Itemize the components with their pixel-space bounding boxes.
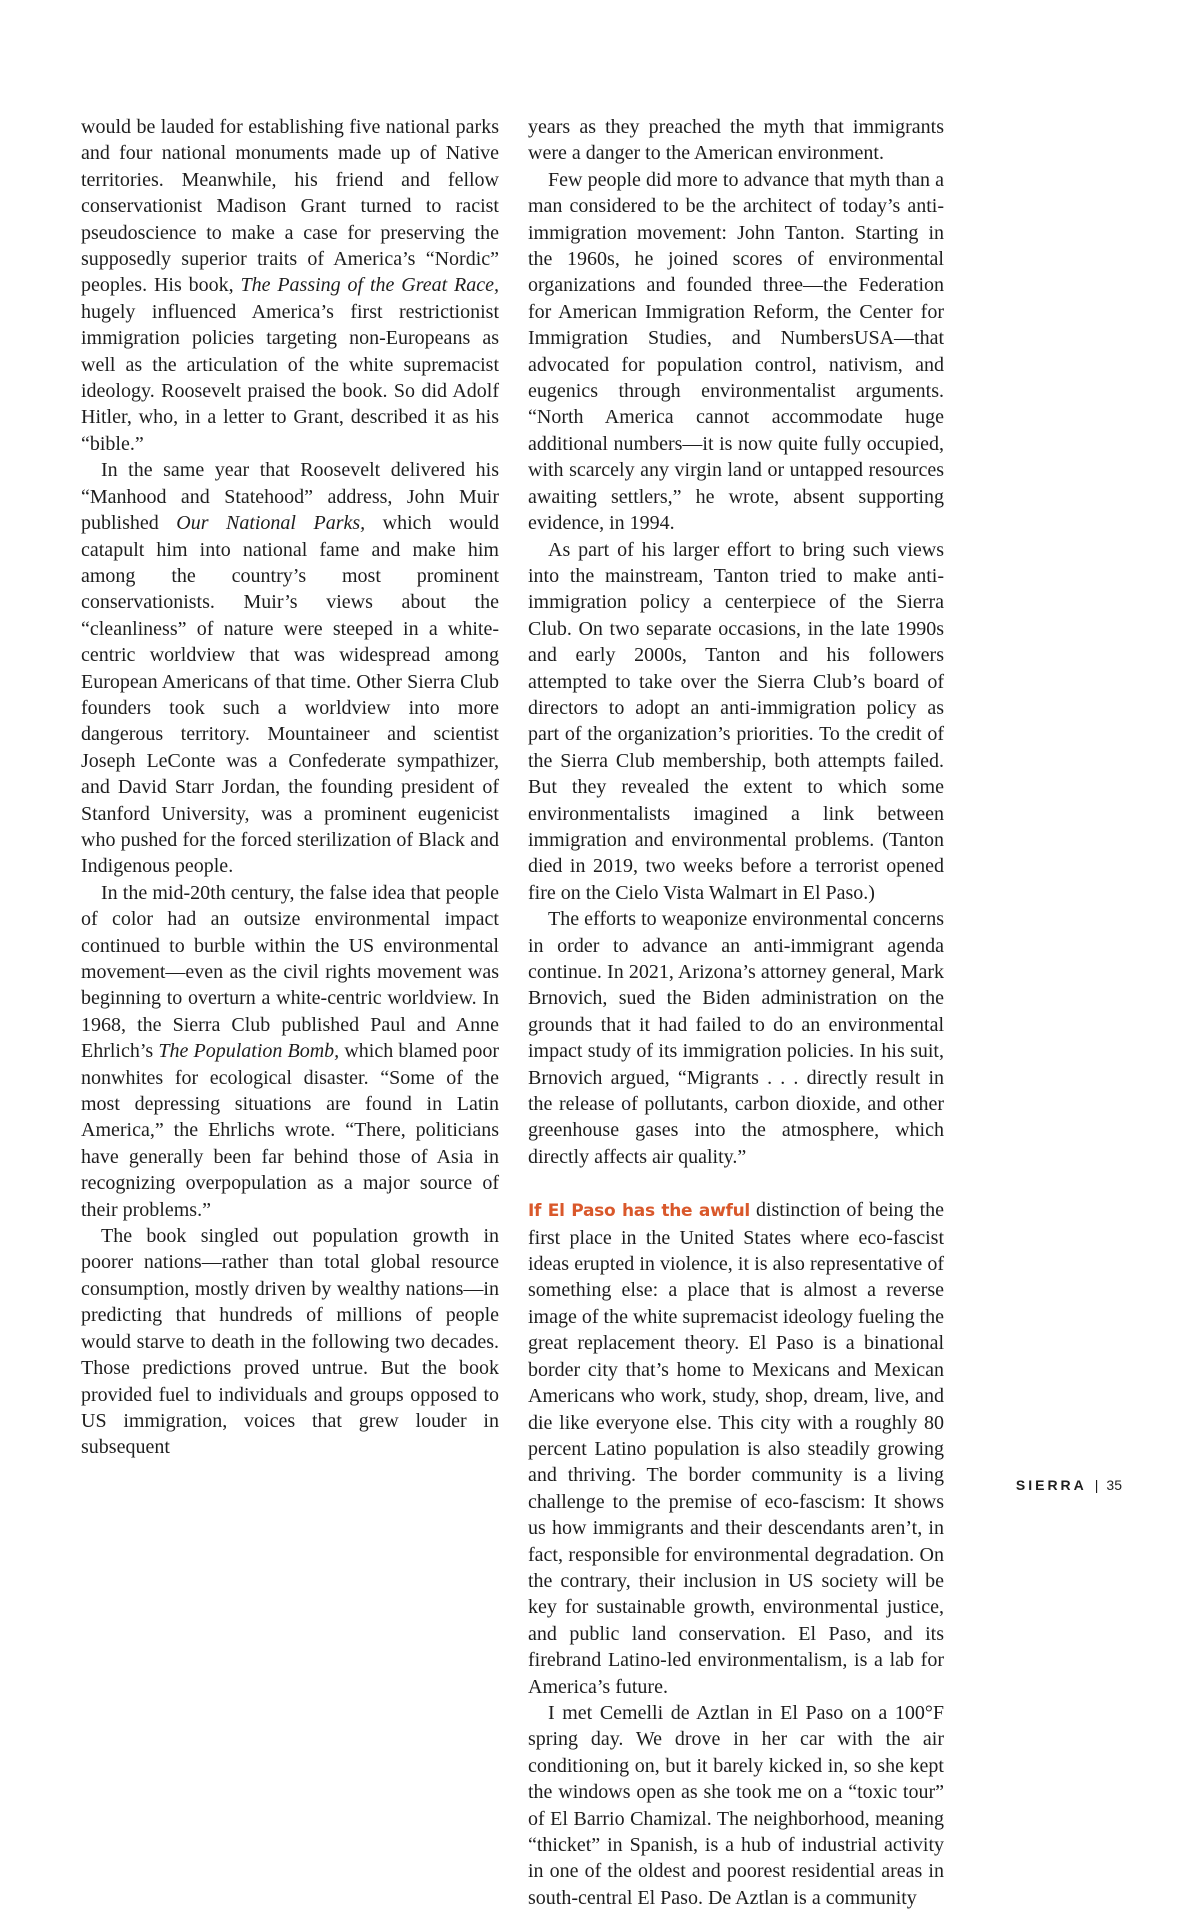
- paragraph: In the mid-20th century, the false idea that people of color had an outsize environmental impact continued to burble within the US environmental movement—even as the civil rights movement was beginning to overturn a white-centric worldview. In 1968, the Sierra Club published Paul and Anne Ehrlich’s The Population Bomb, which blamed poor nonwhites for ecological disaster. “Some of the most depressing situations are found in Latin America,” the Ehrlichs wrote. “There, politicians have generally been far behind those of Asia in recognizing overpopulation as a major source of their problems.”: [81, 881, 500, 1221]
- article-column-right: [528, 114, 944, 1911]
- book-title: The Population Bomb,: [158, 1040, 340, 1063]
- section-paragraph: If El Paso has the awful distinction of being the first place in the United States where eco-fascist ideas erupted in violence, it is also representative of something else: a place that is almost a reverse image of the white supremacist ideology fueling the great replacement theory. El Paso is a binational border city that’s home to Mexicans and Mexican Americans who work, study, shop, dream, live, and die like everyone else. This city with a roughly 80 percent Latino population is also steadily growing and thriving. The border community is a living challenge to the premise of eco-fascism: It shows us how immigrants and their descendants aren’t, in fact, responsible for environmental degradation. On the contrary, their inclusion in US society will be key for sustainable growth, environmental justice, and public land conservation. El Paso, and its firebrand Latino-led environmentalism, is a lab for America’s future.: [528, 1199, 944, 1698]
- section-lead-in: If El Paso has the awful: [528, 1201, 750, 1222]
- paragraph: would be lauded for establishing five national parks and four national monuments made up of Native territories. Meanwhile, his friend and fellow conservationist Madison Grant turned to racist pseudoscience to make a case for preserving the supposedly superior traits of America’s “Nordic” peoples. His book, The Passing of the Great Race, hugely influenced America’s first restrictionist immigration policies targeting non-Europeans as well as the articulation of the white supremacist ideology. Roosevelt praised the book. So did Adolf Hitler, who, in a letter to Grant, described it as his “bible.”: [81, 116, 499, 455]
- paragraph: I met Cemelli de Aztlan in El Paso on a 100°F spring day. We drove in her car with the air conditioning on, but it barely kicked in, so she kept the windows open as she took me on a “toxic tour” of El Barrio Chamizal. The neighborhood, meaning “thicket” in Spanish, is a hub of industrial activity in one of the oldest and poorest residential areas in south-central El Paso. De Aztlan is a community: [528, 1701, 944, 1909]
- page-footer: [1016, 1477, 1122, 1493]
- book-title: Our National Parks,: [176, 512, 366, 535]
- article-column-left: [81, 114, 499, 1461]
- footer-separator: |: [1094, 1477, 1099, 1493]
- page-number: 35: [1106, 1477, 1122, 1493]
- paragraph: years as they preached the myth that immigrants were a danger to the American environment.: [528, 116, 944, 165]
- magazine-name: SIERRA: [1015, 1477, 1087, 1493]
- paragraph: As part of his larger effort to bring such views into the mainstream, Tanton tried to make anti-immigration policy a centerpiece of the Sierra Club. On two separate occasions, in the late 1990s and early 2000s, Tanton and his followers attempted to take over the Sierra Club’s board of directors to adopt an anti-immigration policy as part of the organization’s priorities. To the credit of the Sierra Club membership, both attempts failed. But they revealed the extent to which some environmentalists imagined a link between immigration and environmental problems. (Tanton died in 2019, two weeks before a terrorist opened fire on the Cielo Vista Walmart in El Paso.): [528, 538, 944, 904]
- paragraph: In the same year that Roosevelt delivered his “Manhood and Statehood” address, John Muir published Our National Parks, which would catapult him into national fame and make him among the country’s most prominent conservationists. Muir’s views about the “cleanliness” of nature were steeped in a white-centric worldview that was widespread among European Americans of that time. Other Sierra Club founders took such a worldview into more dangerous territory. Mountaineer and scientist Joseph LeConte was a Confederate sympathizer, and David Starr Jordan, the founding president of Stanford University, was a prominent eugenicist who pushed for the forced sterilization of Black and Indigenous people.: [81, 459, 499, 878]
- paragraph: The efforts to weaponize environmental concerns in order to advance an anti-immigrant agenda continue. In 2021, Arizona’s attorney general, Mark Brnovich, sued the Biden administration on the grounds that it had failed to do an environmental impact study of its immigration policies. In his suit, Brnovich argued, “Migrants . . . directly result in the release of pollutants, carbon dioxide, and other greenhouse gases into the atmosphere, which directly affects air quality.”: [528, 908, 944, 1168]
- book-title: The Passing of the Great Race,: [240, 274, 499, 297]
- paragraph: Few people did more to advance that myth than a man considered to be the architect of today’s anti-immigration movement: John Tanton. Starting in the 1960s, he joined scores of environmental organizations and founded three—the Federation for American Immigration Reform, the Center for Immigration Studies, and NumbersUSA—that advocated for population control, nativism, and eugenics through environmentalist arguments. “North America cannot accommodate huge additional numbers—it is now quite fully occupied, with scarcely any virgin land or untapped resources awaiting settlers,” he wrote, absent supporting evidence, in 1994.: [528, 168, 944, 535]
- paragraph: The book singled out population growth in poorer nations—rather than total global resource consumption, mostly driven by wealthy nations—in predicting that hundreds of millions of people would starve to death in the following two decades. Those predictions proved untrue. But the book provided fuel to individuals and groups opposed to US immigration, voices that grew louder in subsequent: [81, 1225, 499, 1459]
